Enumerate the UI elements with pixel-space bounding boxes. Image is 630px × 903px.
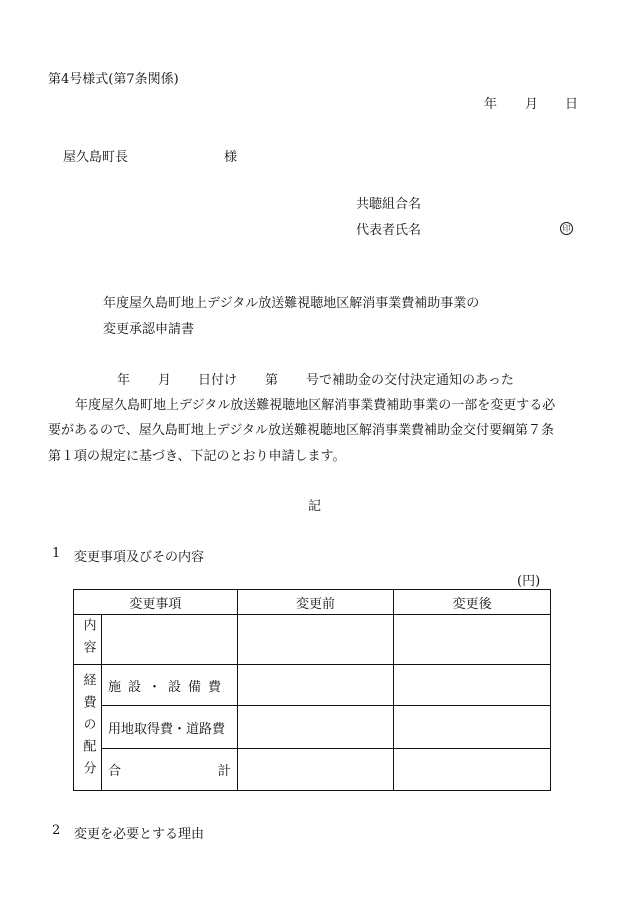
total-before-cell [237,749,394,791]
section1-number: 1 [52,546,61,561]
table-header-row [74,590,551,615]
unit-label: (円) [517,574,541,589]
land-before-cell [237,706,394,749]
expense-item-land: 用地取得費・道路費 [101,706,237,749]
date-day: 日 [565,97,579,112]
date-month: 月 [525,97,539,112]
expense-allocation-label: 経費の配分 [74,665,102,791]
seal-mark [560,220,573,235]
content-before-cell [237,615,394,665]
table-row-land [74,706,551,749]
content-after-cell [394,615,551,665]
body-line-3: 要があるので、屋久島町地上デジタル放送難視聴地区解消事業費補助金交付要綱第７条 [48,423,554,438]
date-year: 年 [484,97,498,112]
section2-number: 2 [52,823,61,838]
section1-title: 変更事項及びその内容 [74,550,205,565]
content-detail-cell [101,615,237,665]
body-number-prefix: 第 [265,373,279,388]
body-day: 日付け [198,373,238,388]
body-month: 月 [158,373,172,388]
header-before: 変更前 [237,590,394,615]
total-char-2: 計 [217,764,231,779]
title-line-2: 変更承認申請書 [103,322,195,337]
seal-icon: 印 [560,222,573,235]
header-change-item: 変更事項 [74,590,238,615]
expense-item-facility: 施設・設備費 [101,665,237,706]
change-table [73,589,551,791]
table-row-total [74,749,551,791]
section2-title: 変更を必要とする理由 [74,827,205,842]
content-label: 内容 [74,615,102,665]
form-number: 第4号様式(第7条関係) [48,72,179,87]
ki-heading: 記 [308,499,322,514]
addressee-name: 屋久島町長 [63,150,129,165]
total-char-1: 合 [107,764,121,779]
body-number-suffix: 号で補助金の交付決定通知のあった [306,373,514,388]
facility-before-cell [237,665,394,706]
association-label: 共聴組合名 [356,197,422,212]
addressee-honorific: 様 [224,150,238,165]
header-after: 変更後 [394,590,551,615]
expense-item-total-cell [101,749,237,791]
total-after-cell [394,749,551,791]
land-after-cell [394,706,551,749]
table-row-facility [74,665,551,706]
representative-label: 代表者氏名 [356,223,422,238]
table-row-content [74,615,551,665]
body-line-2: 年度屋久島町地上デジタル放送難視聴地区解消事業費補助事業の一部を変更する必 [75,398,556,413]
expense-item-total [102,760,237,779]
body-year: 年 [117,373,131,388]
facility-after-cell [394,665,551,706]
title-line-1: 年度屋久島町地上デジタル放送難視聴地区解消事業費補助事業の [103,296,480,311]
body-line-4: 第１項の規定に基づき、下記のとおり申請します。 [48,449,346,464]
